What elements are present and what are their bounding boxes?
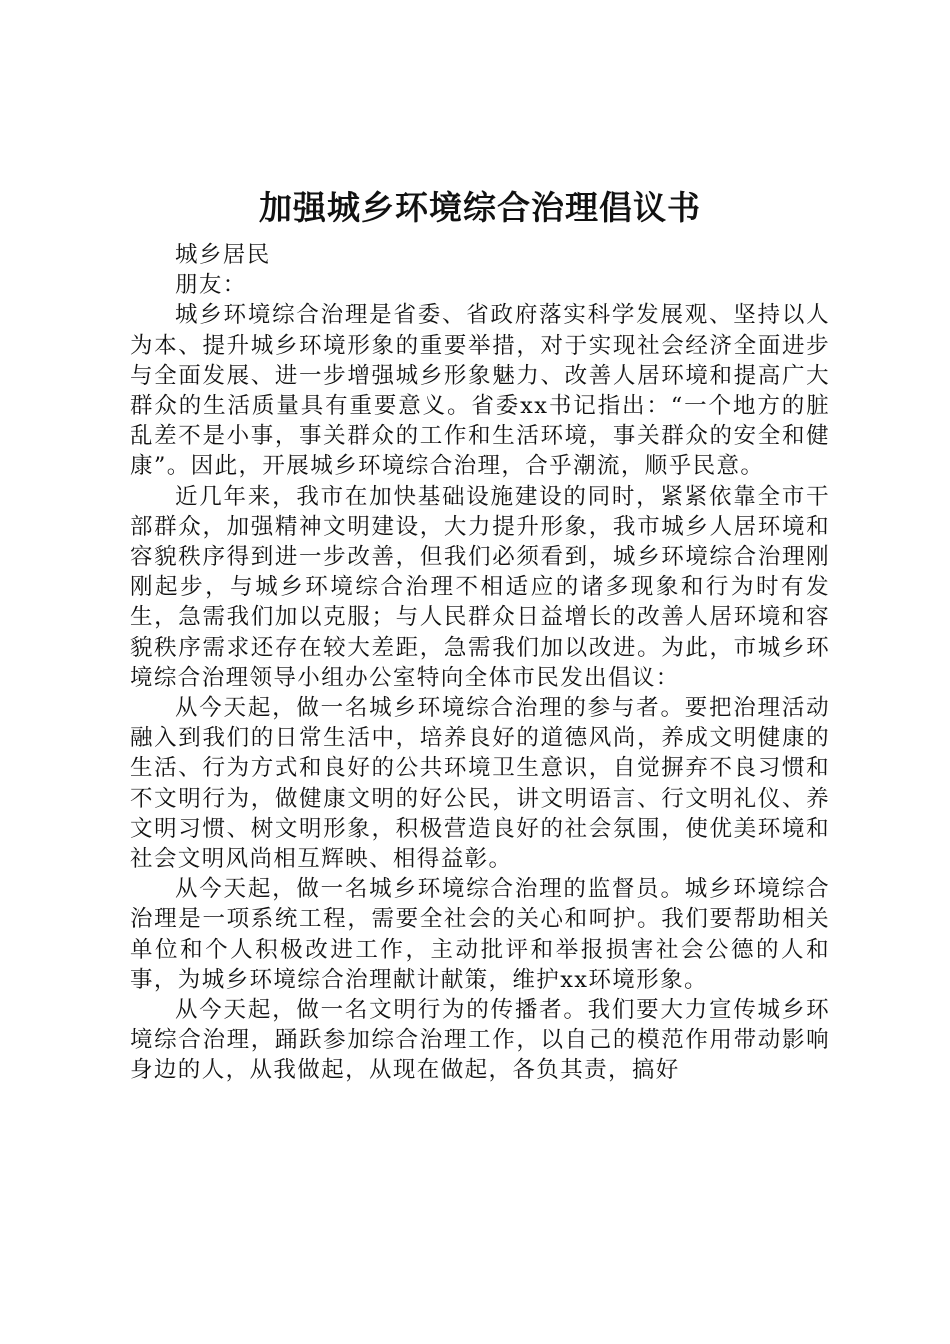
paragraph-2: 近几年来，我市在加快基础设施建设的同时，紧紧依靠全市干部群众，加强精神文明建设，大力提升形象，我市城乡人居环境和容貌秩序得到进一步改善，但我们必须看到，城乡环境综合治理刚刚起步，与城乡环境综合治理不相适应的诸多现象和行为时有发生，急需我们加以克服；与人民群众日益增长的改善人居环境和容貌秩序需求还存在较大差距，急需我们加以改进。为此，市城乡环境综合治理领导小组办公室特向全体市民发出倡议：: [130, 483, 830, 691]
paragraph-5: 从今天起，做一名文明行为的传播者。我们要大力宣传城乡环境综合治理，踊跃参加综合治理工作，以自己的模范作用带动影响身边的人，从我做起，从现在做起，各负其责，搞好: [130, 997, 830, 1084]
document-page: [130, 182, 830, 1086]
salutation-line-1: 城乡居民: [175, 242, 271, 268]
paragraph-3: 从今天起，做一名城乡环境综合治理的参与者。要把治理活动融入到我们的日常生活中，培养良好的道德风尚，养成文明健康的生活、行为方式和良好的公共环境卫生意识，自觉摒弃不良习惯和不文明行为，做健康文明的好公民，讲文明语言、行文明礼仪、养文明习惯、树文明形象，积极营造良好的社会氛围，使优美环境和社会文明风尚相互辉映、相得益彰。: [130, 695, 830, 873]
paragraph-4: 从今天起，做一名城乡环境综合治理的监督员。城乡环境综合治理是一项系统工程，需要全社会的关心和呵护。我们要帮助相关单位和个人积极改进工作，主动批评和举报损害社会公德的人和事，为城乡环境综合治理献计献策，维护xx环境形象。: [130, 876, 830, 993]
paragraph-1: 城乡环境综合治理是省委、省政府落实科学发展观、坚持以人为本、提升城乡环境形象的重要举措，对于实现社会经济全面进步与全面发展、进一步增强城乡形象魅力、改善人居环境和提高广大群众的生活质量具有重要意义。省委xx书记指出：“一个地方的脏乱差不是小事，事关群众的工作和生活环境，事关群众的安全和健康”。因此，开展城乡环境综合治理，合乎潮流，顺乎民意。: [130, 302, 830, 480]
document-body: [130, 240, 830, 1086]
document-title: 加强城乡环境综合治理倡议书: [259, 188, 701, 227]
salutation-line-2: 朋友：: [175, 272, 247, 299]
